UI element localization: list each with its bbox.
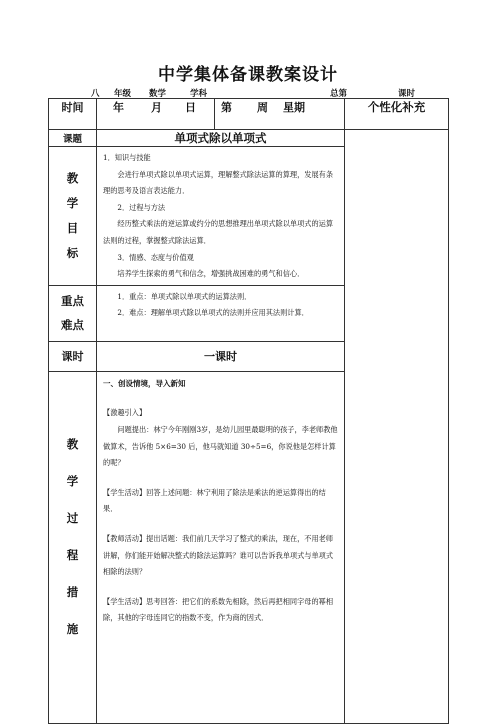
goal-heading: 1．知识与技能	[103, 153, 151, 162]
process-label-char: 教	[66, 436, 79, 451]
goals-label-char: 标	[66, 245, 79, 260]
teacher-activity-paragraph: 【教师活动】提出话题：我们前几天学习了整式的乘法，现在，不用老师讲解，你们能开始解决整式的除法运算吗？谁可以告诉我单项式与单项式相除的法则？	[103, 533, 334, 577]
goals-label-char: 教	[66, 170, 79, 185]
goal-heading: 2．过程与方法	[117, 202, 166, 212]
hours-label: 课时	[49, 341, 97, 371]
goal-heading: 3．情感、态度与价值观	[117, 252, 194, 262]
student-activity-paragraph: 【学生活动】回答上述问题：林宁利用了除法是乘法的逆运算得出的结果．	[103, 487, 326, 514]
process-label-char: 过	[66, 510, 79, 525]
week-label: 周	[257, 101, 268, 114]
key-point: 1．重点：单项式除以单项式的运算法则．	[117, 291, 252, 301]
header-row	[49, 99, 449, 130]
process-label-char: 学	[66, 473, 79, 488]
lesson-plan-table	[48, 98, 449, 724]
goals-content	[97, 147, 345, 286]
grade-number: 八	[91, 89, 100, 99]
grade-label: 年级	[114, 89, 132, 99]
goals-label	[49, 147, 97, 286]
key-points-label	[49, 285, 97, 341]
year-label: 年	[113, 101, 124, 114]
process-label-char: 措	[66, 584, 79, 599]
process-label	[49, 371, 97, 723]
section-heading: 一、创设情境，导入新知	[103, 378, 186, 388]
hours-value: 一课时	[97, 341, 345, 371]
subject-value: 数学	[149, 89, 167, 99]
key-label-bottom: 难点	[61, 318, 84, 333]
day-label: 日	[185, 101, 196, 114]
intro-heading: 【激趣引入】	[103, 408, 147, 418]
key-label-top: 重点	[61, 294, 84, 309]
personal-supplement-header: 个性化补充	[345, 99, 449, 130]
personal-supplement-column	[345, 130, 449, 724]
subject-label: 学科	[190, 89, 208, 99]
process-content	[97, 371, 345, 723]
date-cell	[97, 99, 215, 130]
student-answer-paragraph: 【学生活动】思考回答：把它们的系数先相除，然后再把相同字母的幂相除，其他的字母连同它的指数不变，作为商的因式．	[103, 596, 334, 623]
week-cell	[215, 99, 345, 130]
weekday-label: 星期	[283, 101, 305, 114]
period-label: 课时	[398, 89, 416, 99]
total-label: 总第	[330, 89, 348, 99]
month-label: 月	[151, 101, 162, 114]
key-points-content	[97, 285, 345, 341]
goals-label-char: 学	[66, 195, 79, 210]
difficulty-point: 2．难点：理解单项式除以单项式的法则并应用其法则计算．	[117, 308, 309, 318]
topic-label: 课题	[49, 130, 97, 147]
week-ordinal: 第	[221, 101, 232, 114]
topic-value: 单项式除以单项式	[97, 130, 345, 147]
topic-row	[49, 130, 449, 147]
goals-label-char: 目	[66, 220, 79, 235]
goal-text: 培养学生探索的勇气和信念，增强挑战困难的勇气和信心．	[117, 269, 305, 279]
question-paragraph: 问题提出：林宁今年刚刚3岁，是幼儿园里最聪明的孩子，李老师教他做算术，告诉他 5×6=30 后，他马就知道 30÷5=6，你说他是怎样计算的呢？	[103, 424, 338, 468]
process-label-char: 施	[66, 621, 79, 636]
time-label: 时间	[49, 99, 97, 130]
goal-text: 会进行单项式除以单项式运算，理解整式除法运算的算理，发展有条理的思考及语言表达能力．	[103, 169, 334, 196]
process-label-char: 程	[66, 547, 79, 562]
page-title: 中学集体备课教案设计	[158, 65, 338, 85]
goal-text: 经历整式乘法的逆运算或约分的思想推理出单项式除以单项式的运算法则的过程，掌握整式除法运算．	[103, 219, 334, 245]
